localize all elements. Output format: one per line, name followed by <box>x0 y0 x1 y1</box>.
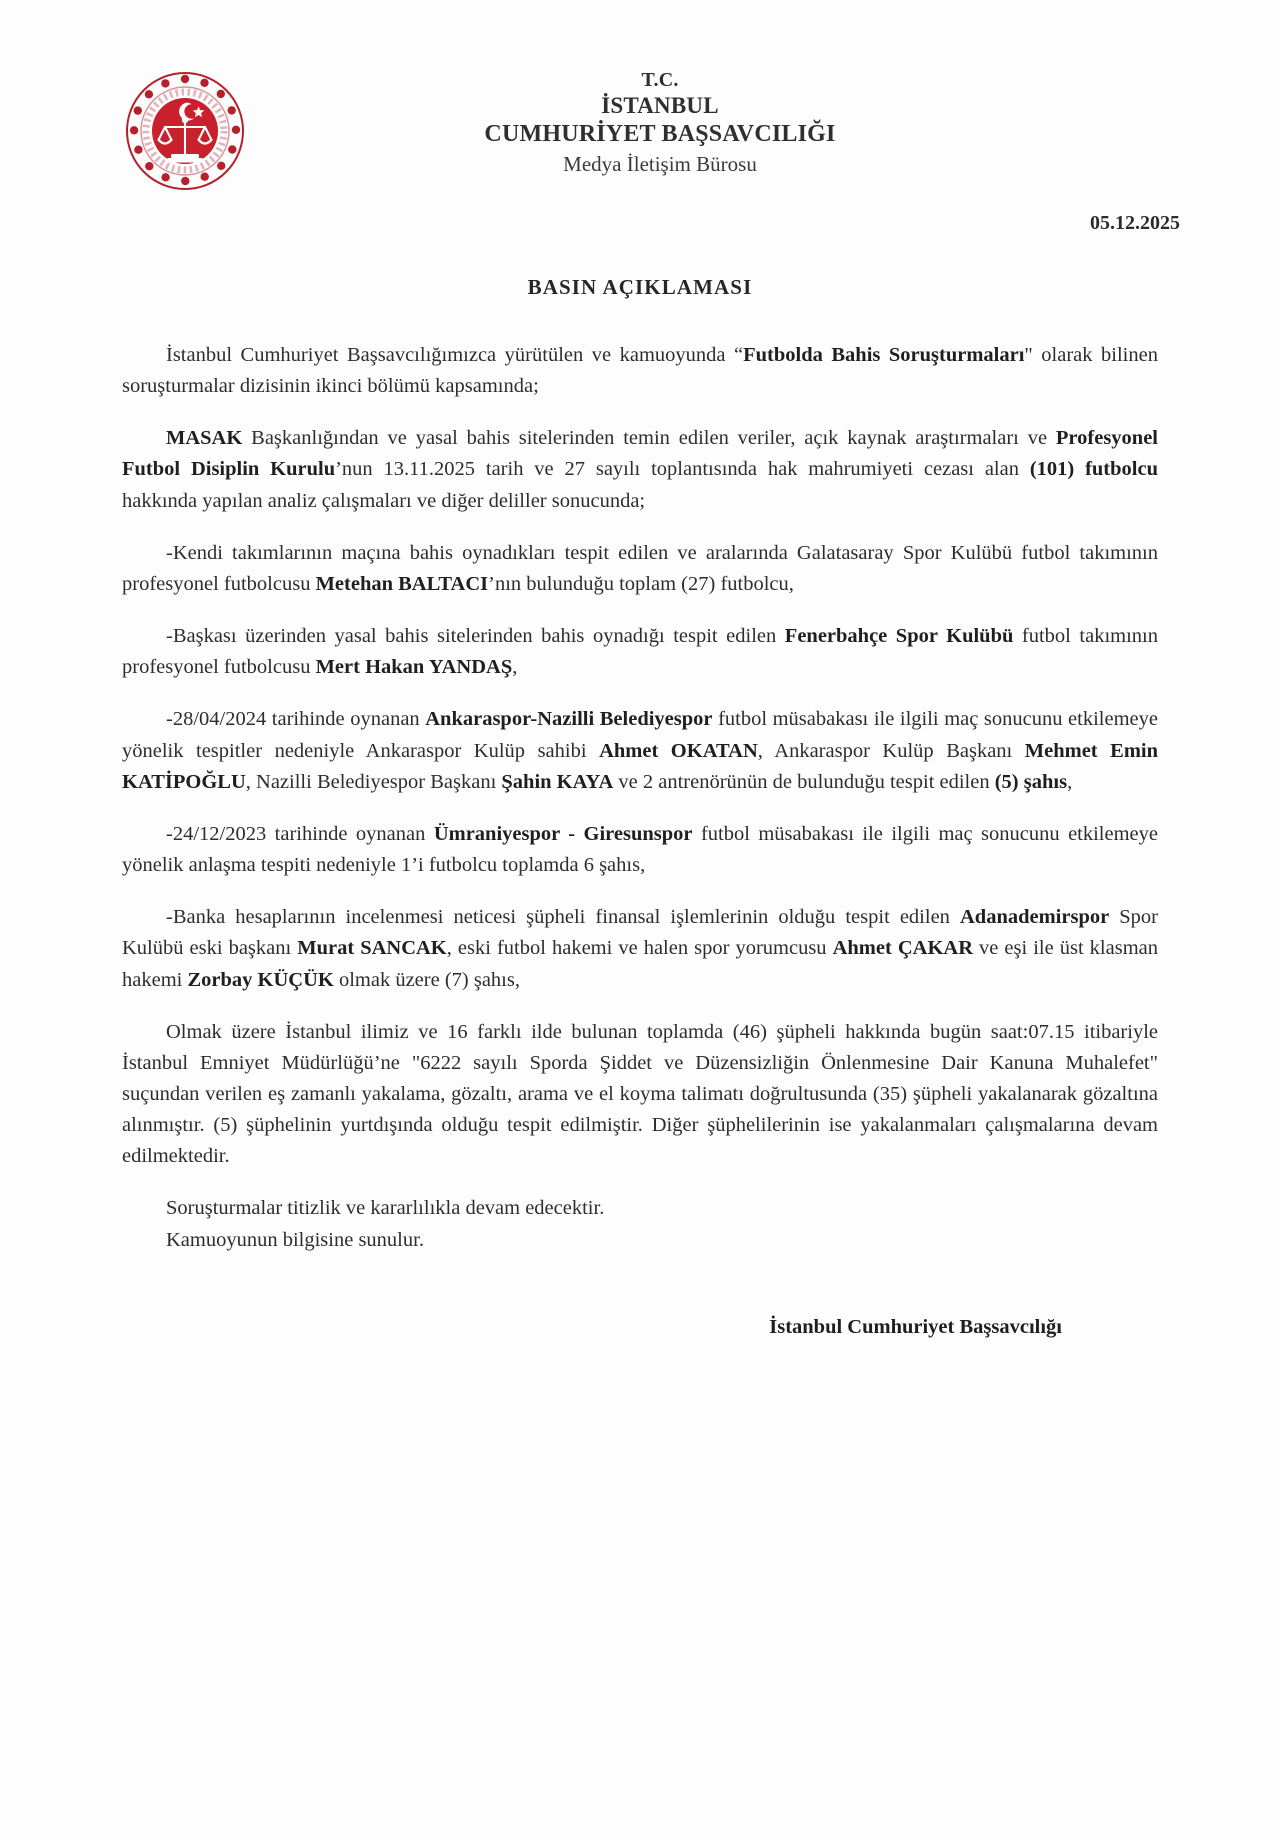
document-title: BASIN AÇIKLAMASI <box>527 275 753 299</box>
text-run-fenerbahce-2: futbol takımının profesyonel futbolcusu <box>122 625 1158 679</box>
paragraph-masak <box>122 423 1158 516</box>
signature-line: İstanbul Cumhuriyet Başsavcılığı <box>769 1315 1062 1338</box>
closing-line-2 <box>122 1225 1158 1256</box>
text-run-adanademirspor-0: -Banka hesaplarının incelenmesi neticesi şüpheli finansal işlemlerinin olduğu tespit edilen <box>166 906 960 929</box>
closing-text: Kamuoyunun bilgisine sunulur. <box>166 1228 424 1251</box>
text-run-umraniyespor-2: futbol müsabakası ile ilgili maç sonucunu etkilemeye yönelik anlaşma tespiti nedeniyle 1’i futbolcu toplamda 6 şahıs, <box>122 822 1158 877</box>
text-run-adanademirspor-2: Spor Kulübü eski başkanı <box>122 906 1158 960</box>
text-run-fenerbahce-0: -Başkası üzerinden yasal bahis sitelerinden bahis oynadığı tespit edilen <box>166 625 785 648</box>
document-date: 05.12.2025 <box>1090 212 1180 234</box>
emphasis-run-masak-4: (101) futbolcu <box>1029 458 1158 481</box>
emphasis-run-galatasaray-1: Metehan BALTACI <box>315 572 489 595</box>
emphasis-run-ankaraspor-7: Şahin KAYA <box>501 770 614 793</box>
emphasis-run-fenerbahce-1: Fenerbahçe Spor Kulübü <box>784 625 1014 648</box>
header-line-office: CUMHURİYET BAŞSAVCILIĞI <box>484 121 836 148</box>
turkish-ministry-of-justice-seal-icon <box>124 70 246 192</box>
text-run-ankaraspor-0: -28/04/2024 tarihinde oynanan <box>166 708 426 731</box>
emphasis-run-ankaraspor-9: (5) şahıs <box>994 770 1068 793</box>
paragraph-list <box>122 340 1158 1172</box>
emphasis-run-masak-0: MASAK <box>166 427 243 450</box>
emphasis-run-ankaraspor-5: Mehmet Emin KATİPOĞLU <box>122 739 1158 793</box>
closing-line-1 <box>122 1193 1158 1224</box>
text-run-adanademirspor-6: ve eşi ile üst klasman hakemi <box>122 937 1158 991</box>
emphasis-run-adanademirspor-5: Ahmet ÇAKAR <box>832 937 973 960</box>
text-run-galatasaray-0: -Kendi takımlarının maçına bahis oynadıkları tespit edilen ve aralarında Galatasaray Spor Kulübü futbol takımının profesyonel futbolcusu <box>122 541 1158 595</box>
emphasis-run-fenerbahce-3: Mert Hakan YANDAŞ <box>315 656 513 679</box>
text-run-intro-0: İstanbul Cumhuriyet Başsavcılığımızca yürütülen ve kamuoyunda “ <box>166 344 744 366</box>
document-header <box>0 0 1280 180</box>
emphasis-run-umraniyespor-1: Ümraniyespor - Giresunspor <box>433 822 693 845</box>
header-title-block <box>300 68 1020 177</box>
text-run-summary-0: Olmak üzere İstanbul ilimiz ve 16 farklı ilde bulunan toplamda (46) şüpheli hakkında bugün saat:07.15 itibariyle İstanbul Emniyet Müdürlüğü’ne "6222 sayılı Sporda Şiddet ve Düzensizliğin Önlenmesine Dair Kanuna Muhalefet" suçundan verilen eş zamanlı yakalama, gözaltı, arama ve el koyma talimatı doğrultusunda (35) şüpheli yakalanarak gözaltına alınmıştır. (5) şüphelinin yurtdışında olduğu tespit edilmiştir. Diğer şüphelilerinin ise yakalanmaları çalışmalarına devam edilmektedir. <box>122 1020 1158 1168</box>
text-run-umraniyespor-0: -24/12/2023 tarihinde oynanan <box>166 822 434 845</box>
header-line-city: İSTANBUL <box>601 93 719 119</box>
document-body <box>0 340 1280 1339</box>
paragraph-summary <box>122 1017 1158 1173</box>
emphasis-run-adanademirspor-3: Murat SANCAK <box>297 937 447 960</box>
emphasis-run-ankaraspor-3: Ahmet OKATAN <box>599 739 758 762</box>
emphasis-run-intro-1: Futbolda Bahis Soruşturmaları <box>743 344 1025 366</box>
text-run-intro-2: " olarak bilinen soruşturmalar dizisinin ikinci bölümü kapsamında; <box>122 344 1158 398</box>
text-run-ankaraspor-2: futbol müsabakası ile ilgili maç sonucunu etkilemeye yönelik tespitler nedeniyle Ankaraspor Kulüp sahibi <box>122 708 1158 762</box>
paragraph-adanademirspor <box>122 902 1158 995</box>
closing-lines <box>122 1193 1158 1255</box>
text-run-masak-3: ’nun 13.11.2025 tarih ve 27 sayılı toplantısında hak mahrumiyeti cezası alan <box>335 458 1030 481</box>
emphasis-run-adanademirspor-7: Zorbay KÜÇÜK <box>187 968 334 991</box>
text-run-ankaraspor-10: , <box>1067 770 1073 793</box>
paragraph-ankaraspor <box>122 704 1158 797</box>
emphasis-run-ankaraspor-1: Ankaraspor-Nazilli Belediyespor <box>425 708 713 731</box>
text-run-ankaraspor-6: , Nazilli Belediyespor Başkanı <box>245 770 502 793</box>
header-line-subtitle: Medya İletişim Bürosu <box>563 151 757 176</box>
paragraph-fenerbahce <box>122 621 1158 683</box>
header-line-tc: T.C. <box>641 69 679 91</box>
text-run-ankaraspor-4: , Ankaraspor Kulüp Başkanı <box>757 739 1025 762</box>
text-run-masak-1: Başkanlığından ve yasal bahis sitelerinden temin edilen veriler, açık kaynak araştırmaları ve <box>242 427 1056 450</box>
paragraph-intro <box>122 340 1158 402</box>
paragraph-galatasaray <box>122 538 1158 600</box>
paragraph-umraniyespor <box>122 819 1158 881</box>
text-run-adanademirspor-8: olmak üzere (7) şahıs, <box>333 968 520 991</box>
closing-text: Soruşturmalar titizlik ve kararlılıkla devam edecektir. <box>166 1197 605 1220</box>
emphasis-run-adanademirspor-1: Adanademirspor <box>959 906 1110 929</box>
text-run-galatasaray-2: ’nın bulunduğu toplam (27) futbolcu, <box>488 572 794 595</box>
emphasis-run-masak-2: Profesyonel Futbol Disiplin Kurulu <box>122 427 1158 481</box>
text-run-adanademirspor-4: , eski futbol hakemi ve halen spor yorumcusu <box>446 937 833 960</box>
text-run-masak-5: hakkında yapılan analiz çalışmaları ve diğer deliller sonucunda; <box>122 489 646 512</box>
text-run-fenerbahce-4: , <box>512 656 518 679</box>
text-run-ankaraspor-8: ve 2 antrenörünün de bulunduğu tespit edilen <box>613 770 995 793</box>
